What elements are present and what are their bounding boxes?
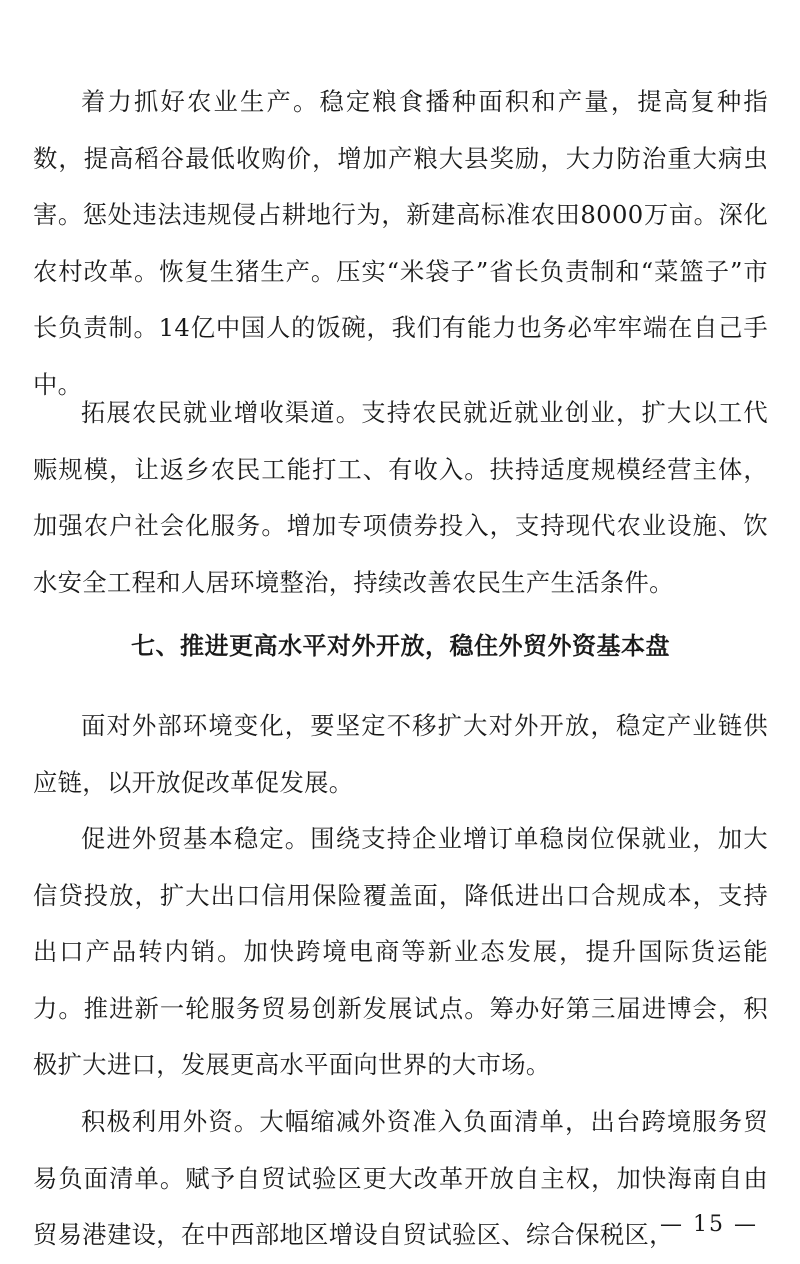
paragraph-external-environment: 面对外部环境变化，要坚定不移扩大对外开放，稳定产业链供应链，以开放促改革促发展。	[33, 711, 768, 797]
paragraph-agriculture-production: 着力抓好农业生产。稳定粮食播种面积和产量，提高复种指数，提高稻谷最低收购价，增加产粮大县奖励，大力防治重大病虫害。惩处违法违规侵占耕地行为，新建高标准农田8000万亩。深化农村改革。恢复生猪生产。压实“米袋子”省长负责制和“菜篮子”市长负责制。14亿中国人的饭碗，我们有能力也务必牢牢端在自己手中。	[33, 87, 768, 399]
page-number: — 15 —	[660, 1212, 758, 1237]
paragraph-foreign-investment: 积极利用外资。大幅缩减外资准入负面清单，出台跨境服务贸易负面清单。赋予自贸试验区更大改革开放自主权，加快海南自由贸易港建设，在中西部地区增设自贸试验区、综合保税区，	[33, 1107, 768, 1250]
paragraph-foreign-trade: 促进外贸基本稳定。围绕支持企业增订单稳岗位保就业，加大信贷投放，扩大出口信用保险覆盖面，降低进出口合规成本，支持出口产品转内销。加快跨境电商等新业态发展，提升国际货运能力。推进新一轮服务贸易创新发展试点。筹办好第三届进博会，积极扩大进口，发展更高水平面向世界的大市场。	[33, 824, 768, 1080]
section-heading: 七、推进更高水平对外开放，稳住外贸外资基本盘	[131, 632, 670, 660]
paragraph-farmer-employment: 拓展农民就业增收渠道。支持农民就近就业创业，扩大以工代赈规模，让返乡农民工能打工、有收入。扶持适度规模经营主体，加强农户社会化服务。增加专项债券投入，支持现代农业设施、饮水安全工程和人居环境整治，持续改善农民生产生活条件。	[33, 398, 768, 597]
